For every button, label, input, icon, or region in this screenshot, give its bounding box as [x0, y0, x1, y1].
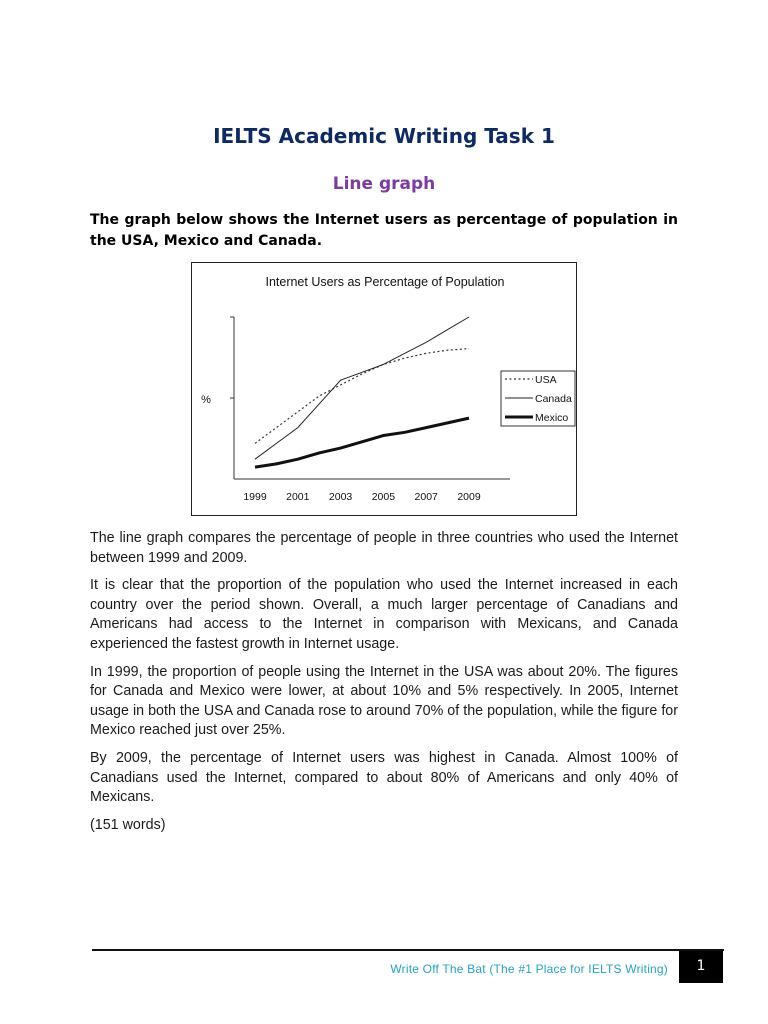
essay-paragraph: By 2009, the percentage of Internet users was highest in Canada. Almost 100% of Canadians used the Internet, compared to about 80% of Americans and only 40% of Mexicans. [90, 749, 678, 806]
legend-label-mexico: Mexico [535, 412, 569, 424]
page-number: 1 [679, 951, 723, 983]
series-line-mexico [255, 418, 469, 467]
essay-paragraph: The line graph compares the percentage of people in three countries who used the Internet between 1999 and 2009. [90, 530, 678, 566]
word-count: (151 words) [90, 816, 166, 833]
document-subtitle: Line graph [332, 174, 436, 194]
essay-body [90, 529, 678, 843]
y-axis-label: % [201, 394, 211, 406]
x-tick-label: 2009 [457, 491, 481, 503]
x-tick-label: 1999 [243, 491, 267, 503]
essay-paragraph: It is clear that the proportion of the population who used the Internet increased in each country over the period shown. Overall, a much larger percentage of Canadians and Americans had access to the Internet in comparison with Mexicans, and Canada experienced the fastest growth in Internet usage. [90, 577, 678, 652]
line-chart-svg [192, 263, 578, 517]
x-tick-label: 2003 [328, 491, 353, 503]
essay-paragraph: In 1999, the proportion of people using the Internet in the USA was about 20%. The figures for Canada and Mexico were lower, at about 10% and 5% respectively. In 2005, Internet usage in both the USA and Canada rose to around 70% of the population, while the figure for Mexico reached just over 25%. [90, 663, 678, 739]
series-line-usa [255, 349, 469, 444]
document-title: IELTS Academic Writing Task 1 [213, 124, 555, 148]
x-tick-label: 2005 [371, 491, 396, 503]
chart-title: Internet Users as Percentage of Population [265, 275, 505, 289]
task-prompt: The graph below shows the Internet users as percentage of population in the USA, Mexico and Canada. [90, 212, 678, 249]
legend-label-usa: USA [535, 374, 557, 386]
footer-divider [92, 949, 724, 951]
series-line-canada [255, 317, 469, 459]
x-tick-label: 2001 [286, 491, 310, 503]
legend-label-canada: Canada [535, 393, 572, 405]
x-tick-label: 2007 [414, 491, 438, 503]
line-chart [191, 262, 577, 516]
footer-source-text: Write Off The Bat (The #1 Place for IELTS Writing) [390, 962, 668, 976]
